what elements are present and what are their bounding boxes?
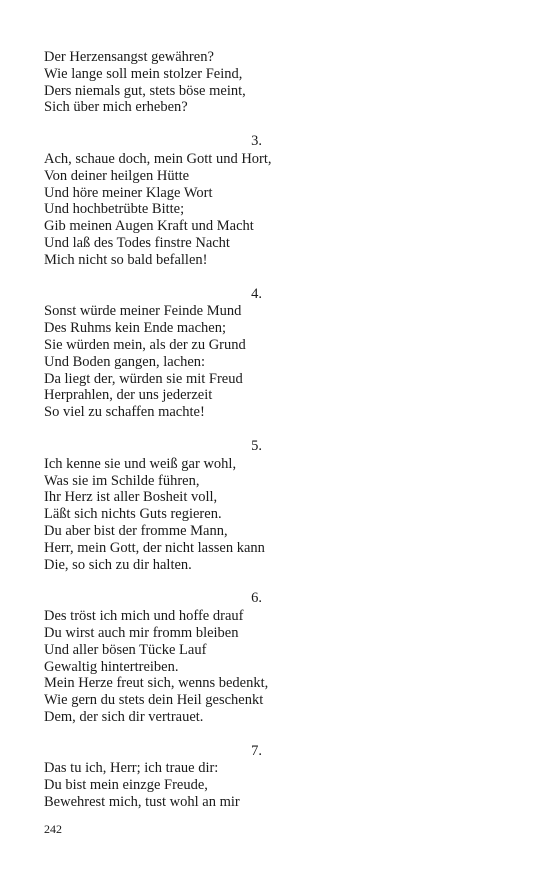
- verse-line: Ihr Herz ist aller Bosheit voll,: [44, 489, 218, 506]
- stanza-3: [44, 133, 484, 268]
- verse-line: Ders niemals gut, stets böse meint,: [44, 82, 246, 99]
- verse-line: So viel zu schaffen machte!: [44, 404, 205, 421]
- verse-line: Was sie im Schilde führen,: [44, 472, 200, 489]
- verse-line: Du bist mein einzge Freude,: [44, 777, 208, 794]
- verse-line: Und Boden gangen, lachen:: [44, 353, 206, 370]
- verse-line: Herr, mein Gott, der nicht lassen kann: [44, 539, 265, 556]
- verse-line: Sonst würde meiner Feinde Mund: [44, 303, 242, 320]
- verse-line: Und laß des Todes finstre Nacht: [44, 234, 230, 251]
- verse-line: Der Herzensangst gewähren?: [44, 49, 214, 65]
- verse-line: Gewaltig hintertreiben.: [44, 658, 179, 675]
- verse-line: Mich nicht so bald befallen!: [44, 251, 208, 268]
- verse-line: Wie gern du stets dein Heil geschenkt: [44, 692, 264, 709]
- verse-line: Herprahlen, der uns jederzeit: [44, 387, 213, 404]
- verse-line: Mein Herze freut sich, wenns bedenkt,: [44, 675, 269, 692]
- verse-line: Des tröst ich mich und hoffe drauf: [44, 608, 244, 625]
- stanza-number: 6.: [251, 590, 262, 607]
- stanza-6: [44, 590, 484, 725]
- verse-line: Sich über mich erheben?: [44, 99, 188, 116]
- verse-line: Dem, der sich dir vertrauet.: [44, 708, 204, 725]
- verse-line: Ach, schaue doch, mein Gott und Hort,: [44, 150, 272, 167]
- stanza-4: [44, 286, 484, 421]
- verse-line: Die, so sich zu dir halten.: [44, 556, 192, 573]
- stanza-number: 5.: [251, 437, 262, 454]
- verse-line: Wie lange soll mein stolzer Feind,: [44, 65, 243, 82]
- verse-line: Und aller bösen Tücke Lauf: [44, 641, 207, 658]
- page-number: 242: [44, 822, 62, 836]
- verse-line: Bewehrest mich, tust wohl an mir: [44, 794, 240, 811]
- stanza-5: [44, 438, 484, 573]
- stanza-number: 4.: [251, 285, 262, 302]
- verse-line: Das tu ich, Herr; ich traue dir:: [44, 760, 219, 777]
- verse-line: Von deiner heilgen Hütte: [44, 167, 190, 184]
- verse-line: Da liegt der, würden sie mit Freud: [44, 370, 243, 387]
- verse-line: Des Ruhms kein Ende machen;: [44, 320, 227, 337]
- stanza-7: [44, 743, 484, 811]
- verse-line: Und höre meiner Klage Wort: [44, 184, 213, 201]
- verse-line: Gib meinen Augen Kraft und Macht: [44, 218, 254, 235]
- verse-line: Und hochbetrübte Bitte;: [44, 201, 185, 218]
- stanza-number: 3.: [251, 133, 262, 150]
- verse-line: Du aber bist der fromme Mann,: [44, 522, 228, 539]
- verse-line: Sie würden mein, als der zu Grund: [44, 336, 246, 353]
- poem-text: [44, 49, 484, 828]
- stanza-number: 7.: [251, 742, 262, 759]
- verse-line: Läßt sich nichts Guts regieren.: [44, 506, 222, 523]
- verse-line: Ich kenne sie und weiß gar wohl,: [44, 455, 237, 472]
- stanza-continued: [44, 49, 484, 116]
- verse-line: Du wirst auch mir fromm bleiben: [44, 624, 239, 641]
